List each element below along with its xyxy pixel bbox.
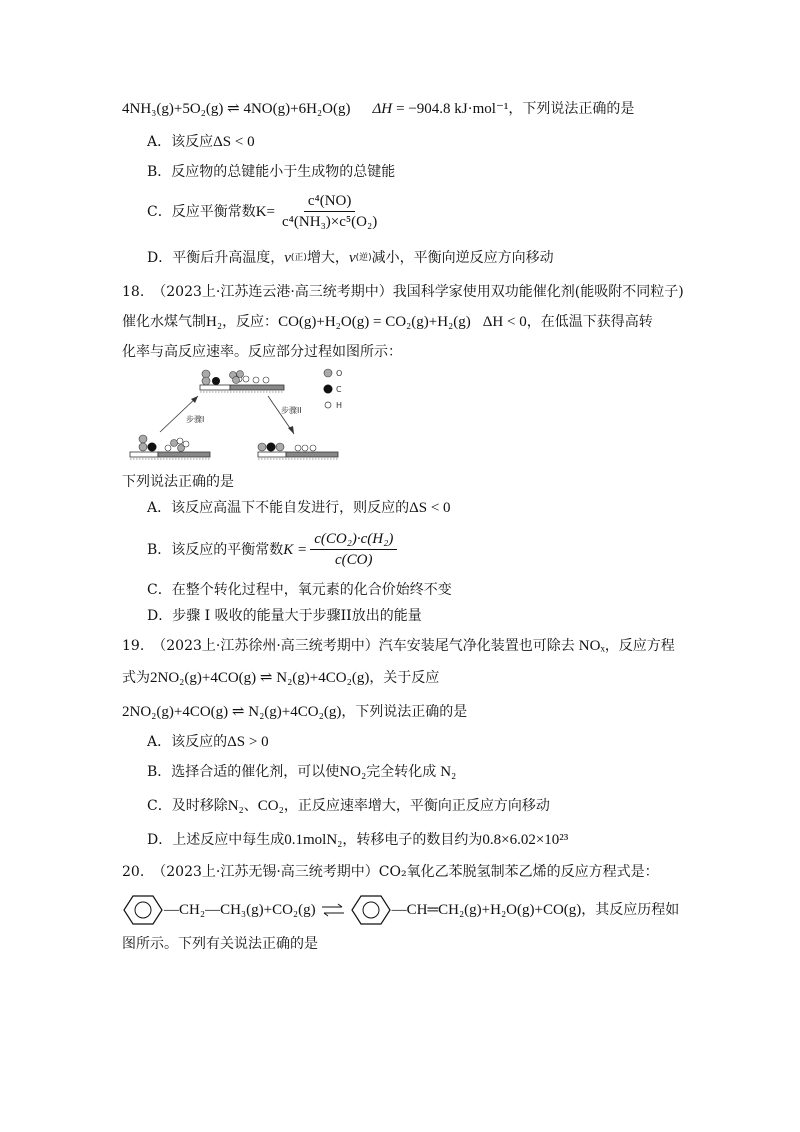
q19-option-c: [147, 796, 550, 816]
q18-stem2-tail: ，在低温下获得高转: [526, 314, 653, 330]
q17-option-d: D．平衡后升高温度， v (正) 增大， v (逆) 减小，平衡向逆反应方向移动: [147, 250, 554, 266]
q19-option-d-text: D．上述反应中每生成: [147, 832, 285, 848]
q20-source: （2023上·江苏无锡·高三统考期中）: [152, 864, 379, 880]
q17-stem-tail: ，下列说法正确的是: [508, 101, 635, 117]
q19-n2: N₂: [440, 764, 457, 780]
q18-option-b-text: B．该反应的平衡常数: [147, 541, 284, 558]
q17-dh-value: = −904.8 kJ·mol⁻¹: [396, 101, 509, 117]
q17-option-a: [147, 132, 255, 152]
q18-source: （2023上·江苏连云港·高三统考期中）: [152, 284, 393, 300]
q19-option-d-amount: 0.1molN₂: [284, 832, 343, 848]
q18-equation: CO(g)+H₂O(g) = CO₂(g)+H₂(g): [278, 314, 471, 330]
q18-fraction-numerator: c(CO₂)·c(H₂): [310, 530, 397, 550]
q20-equation-line: [122, 894, 679, 926]
surface-bottom-left: [130, 435, 210, 459]
q17-v-forward: v: [284, 250, 291, 266]
surface-top: [200, 385, 284, 392]
q19-stem2-tail: ，关于反应: [369, 670, 440, 686]
step1-arrow: [160, 396, 198, 432]
q18-option-b-k: K =: [283, 541, 308, 558]
q18-option-b: [147, 530, 400, 569]
q18-stem2-mid: ，反应：: [222, 314, 279, 330]
q17-option-c-text: C．反应平衡常数: [147, 203, 256, 220]
q19-nox: NOₓ: [578, 638, 605, 654]
q18-option-a: [147, 498, 451, 518]
q17-option-d-mid: 增大，: [306, 250, 349, 266]
molecules-top: [202, 370, 269, 385]
q18-stem1: 我国科学家使用双功能催化剂(能吸附不同粒子): [392, 284, 684, 300]
q19-option-c-text: C．及时移除: [147, 798, 228, 814]
q17-option-c-k: K=: [255, 203, 276, 220]
step2-label: 步骤II: [281, 406, 302, 415]
q20-equation-left: —CH₂—CH₃(g)+CO₂(g): [164, 902, 316, 918]
q19-option-a: [147, 732, 269, 752]
q17-equation: 4NH₃(g)+5O₂(g) ⇌ 4NO(g)+6H₂O(g): [122, 101, 351, 117]
q19-option-d-mid: ，转移电子的数目约为: [342, 832, 483, 848]
q17-option-a-text: A．该反应: [147, 134, 214, 150]
q19-number: 19.: [122, 638, 145, 654]
benzene-ring-right-icon: [350, 894, 392, 926]
q17-dh-label: ΔH: [372, 101, 393, 117]
q19-stem1-tail: ，反应方程: [604, 638, 675, 654]
legend-hydrogen-icon: [325, 402, 331, 408]
q19-stem3-tail: ，下列说法正确的是: [341, 704, 468, 720]
legend-h-label: H: [336, 401, 343, 410]
legend-oxygen-icon: [324, 369, 332, 377]
q19-source: （2023上·江苏徐州·高三统考期中）: [152, 638, 379, 654]
figure-legend: [324, 369, 343, 410]
surface-bottom-right: [258, 443, 338, 460]
q19-no2: NO₂: [339, 764, 367, 780]
q18-option-b-fraction: [310, 530, 397, 569]
q17-v-reverse: v: [348, 250, 356, 266]
q17-option-d-text: D．平衡后升高温度，: [147, 250, 285, 266]
q19-option-c-n2: N₂: [227, 798, 244, 814]
q18-option-a-math: ΔS < 0: [409, 500, 451, 516]
q18-option-c: C．在整个转化过程中，氧元素的化合价始终不变: [147, 582, 452, 598]
q19-option-a-text: A．该反应的: [147, 734, 228, 750]
q18-reaction-figure: [128, 364, 378, 468]
q18-number: 18.: [122, 284, 145, 300]
q20-stem1: CO₂氧化乙苯脱氢制苯乙烯的反应方程式是：: [378, 864, 659, 880]
q18-stem-line2: [122, 312, 653, 332]
legend-o-label: O: [336, 369, 343, 378]
q17-stem: [122, 99, 634, 119]
q19-stem-line2: [122, 668, 439, 688]
q19-stem2-pre: 式为: [122, 670, 150, 686]
q17-option-b: B．反应物的总键能小于生成物的总键能: [147, 164, 396, 180]
q19-option-a-math: ΔS > 0: [227, 734, 269, 750]
q18-stem-line1: [122, 282, 684, 302]
step1-label: 步骤I: [186, 415, 205, 424]
q18-stem2-pre: 催化水煤气制: [122, 314, 206, 330]
q17-option-c: [147, 192, 384, 231]
q18-stem-line3: 化率与高反应速率。反应部分过程如图所示：: [122, 344, 402, 360]
q19-option-c-sep: 、: [243, 798, 258, 814]
q17-fraction-denominator: c⁴(NH₃)×c⁵(O₂): [282, 214, 378, 230]
q19-option-d-value: 0.8×6.02×10²³: [482, 832, 569, 848]
q17-fraction-numerator: c⁴(NO): [304, 192, 356, 212]
q19-equation-1: 2NO₂(g)+4CO(g) ⇌ N₂(g)+4CO₂(g): [150, 670, 370, 686]
benzene-ring-left-icon: [122, 894, 164, 926]
q18-h2: H₂: [206, 314, 223, 330]
q20-stem-line3: 图所示。下列有关说法正确的是: [122, 936, 318, 952]
q19-stem-line1: [122, 636, 675, 656]
q19-option-b-mid: 完全转化成: [366, 764, 437, 780]
q19-option-b-text: B．选择合适的催化剂，可以使: [147, 764, 340, 780]
q18-fraction-denominator: c(CO): [335, 552, 373, 568]
q19-option-d: [147, 830, 568, 850]
q20-equation-tail: ，其反应历程如: [581, 902, 680, 918]
legend-c-label: C: [336, 385, 342, 394]
q19-stem-line3: [122, 702, 467, 722]
legend-carbon-icon: [324, 385, 333, 394]
q17-option-a-math: ΔS < 0: [213, 134, 255, 150]
q18-option-d: D．步骤 I 吸收的能量大于步骤II放出的能量: [147, 608, 422, 624]
q20-number: 20.: [122, 864, 145, 880]
equilibrium-arrow-icon: [320, 901, 346, 919]
q17-option-d-tail: 减小，平衡向逆反应方向移动: [371, 250, 554, 266]
q19-option-c-tail: ，正反应速率增大，平衡向正反应方向移动: [283, 798, 550, 814]
q19-option-b: [147, 762, 456, 782]
q19-option-c-co2: CO₂: [257, 798, 284, 814]
q18-dh: ΔH < 0: [482, 314, 527, 330]
q18-option-a-text: A．该反应高温下不能自发进行，则反应的: [147, 500, 410, 516]
q17-option-c-fraction: [278, 192, 381, 231]
q19-equation-2: 2NO₂(g)+4CO(g) ⇌ N₂(g)+4CO₂(g): [122, 704, 342, 720]
q20-equation-right: —CH═CH₂(g)+H₂O(g)+CO(g): [391, 902, 582, 918]
q18-after-figure: 下列说法正确的是: [122, 474, 234, 490]
q19-stem1: 汽车安装尾气净化装置也可除去: [378, 638, 575, 654]
q20-stem-line1: [122, 862, 659, 882]
